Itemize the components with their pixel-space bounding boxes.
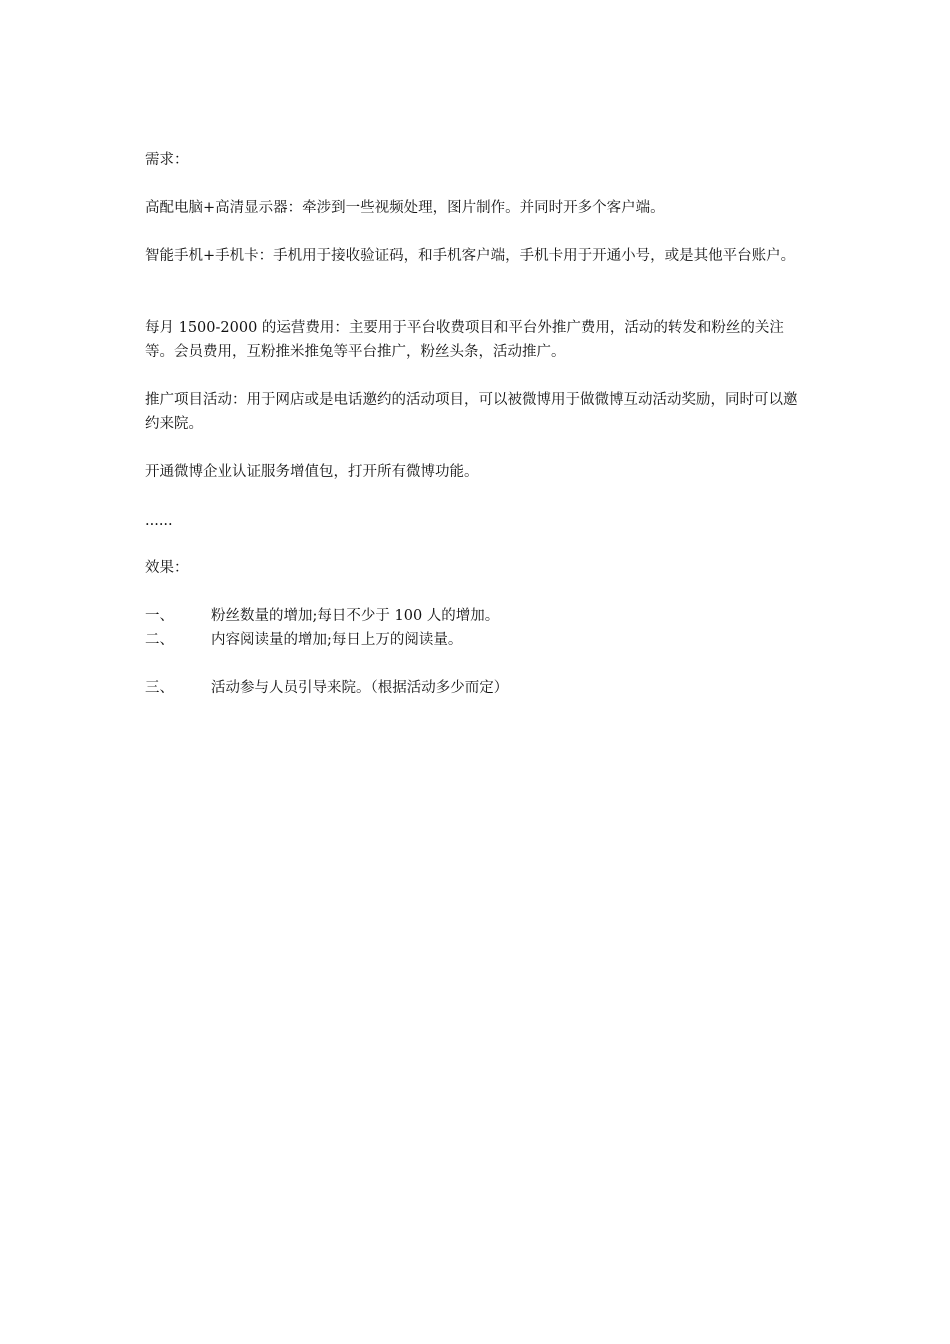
effect-number: 二、 (145, 632, 174, 648)
paragraph-monthly-cost: 每月 1500-2000 的运营费用：主要用于平台收费项目和平台外推广费用，活动的转发和粉丝的关注等。会员费用，互粉推米推兔等平台推广，粉丝头条，活动推广。 (145, 320, 784, 360)
paragraph-computer: 高配电脑+高清显示器：牵涉到一些视频处理，图片制作。并同时开多个客户端。 (145, 200, 665, 216)
effect-item (145, 628, 810, 652)
effect-text: 粉丝数量的增加;每日不少于 100 人的增加。 (211, 608, 500, 624)
paragraph-promotion: 推广项目活动：用于网店或是电话邀约的活动项目，可以被微博用于做微博互动活动奖励，同时可以邀约来院。 (145, 392, 798, 432)
needs-heading: 需求： (145, 152, 189, 168)
effects-heading: 效果： (145, 560, 189, 576)
effect-item (145, 604, 810, 628)
paragraph-weibo-service: 开通微博企业认证服务增值包，打开所有微博功能。 (145, 464, 479, 480)
ellipsis: ...... (145, 513, 173, 529)
effect-number: 三、 (145, 680, 174, 696)
effect-item (145, 676, 810, 700)
effect-number: 一、 (145, 608, 174, 624)
effect-text: 内容阅读量的增加;每日上万的阅读量。 (211, 632, 463, 648)
paragraph-phone: 智能手机+手机卡：手机用于接收验证码，和手机客户端，手机卡用于开通小号，或是其他平台账户。 (145, 248, 796, 264)
effect-text: 活动参与人员引导来院。（根据活动多少而定） (211, 680, 509, 696)
